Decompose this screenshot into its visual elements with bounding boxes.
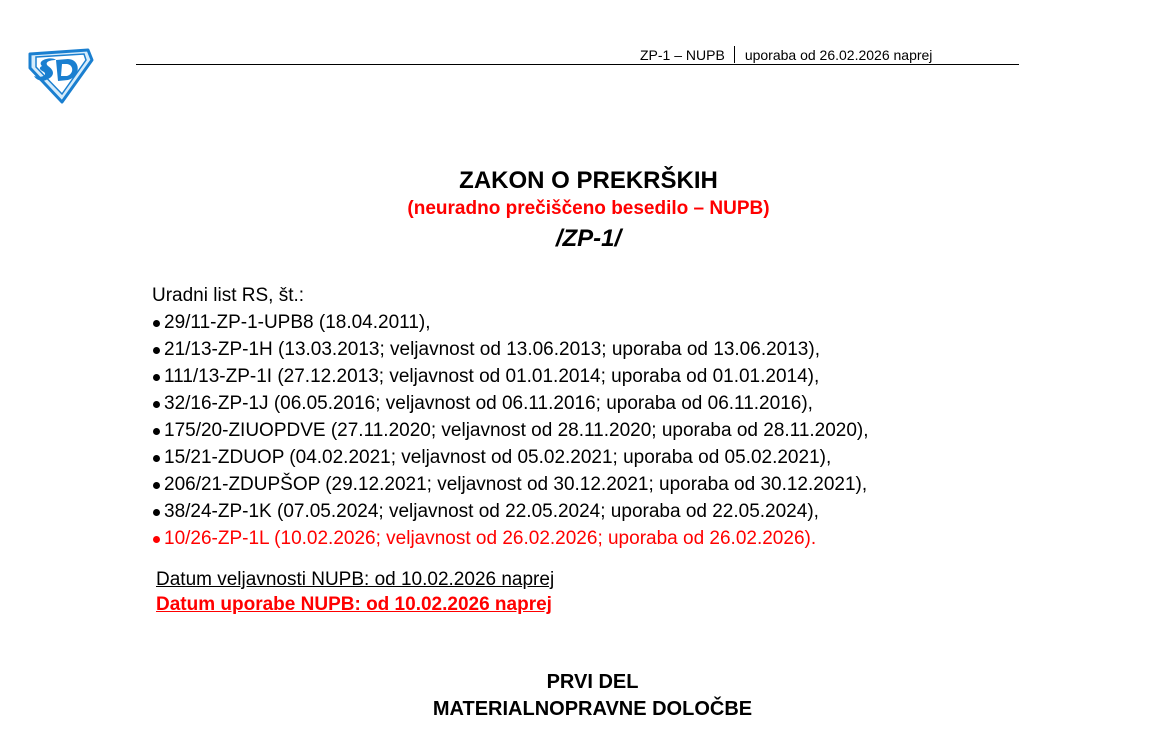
amendment-item [152, 525, 869, 552]
bullet-icon [153, 374, 160, 381]
amendment-item [152, 390, 869, 417]
amendment-text: 32/16-ZP-1J (06.05.2016; veljavnost od 06.11.2016; uporaba od 06.11.2016), [164, 393, 813, 414]
page-header [640, 46, 932, 63]
bullet-icon [153, 401, 160, 408]
part-title: PRVI DEL [546, 671, 639, 693]
amendment-text: 10/26-ZP-1L (10.02.2026; veljavnost od 26.02.2026; uporaba od 26.02.2026). [164, 528, 817, 549]
law-subtitle: (neuradno prečiščeno besedilo – NUPB) [407, 198, 770, 219]
amendment-list [152, 309, 869, 552]
bullet-icon [153, 320, 160, 327]
amendment-item [152, 417, 869, 444]
usage-note: uporaba od 26.02.2026 naprej [744, 47, 933, 63]
logo [22, 46, 96, 106]
law-title: ZAKON O PREKRŠKIH [459, 167, 718, 194]
amendment-text: 21/13-ZP-1H (13.03.2013; veljavnost od 13.06.2013; uporaba od 13.06.2013), [164, 339, 820, 360]
gazette-section [152, 282, 869, 552]
amendment-text: 38/24-ZP-1K (07.05.2024; veljavnost od 22.05.2024; uporaba od 22.05.2024), [164, 501, 819, 522]
bullet-icon [153, 509, 160, 516]
amendment-text: 15/21-ZDUOP (04.02.2021; veljavnost od 05.02.2021; uporaba od 05.02.2021), [164, 447, 832, 468]
law-abbreviation: /ZP-1/ [555, 225, 622, 252]
amendment-text: 29/11-ZP-1-UPB8 (18.04.2011), [164, 312, 431, 333]
bullet-icon [153, 347, 160, 354]
gazette-label: Uradni list RS, št.: [152, 285, 305, 306]
shield-sd-logo-icon [22, 46, 96, 106]
doc-code: ZP-1 – NUPB [640, 47, 725, 63]
validity-date: Datum veljavnosti NUPB: od 10.02.2026 naprej [156, 569, 555, 590]
amendment-item [152, 336, 869, 363]
amendment-item [152, 471, 869, 498]
amendment-text: 206/21-ZDUPŠOP (29.12.2021; veljavnost od 30.12.2021; uporaba od 30.12.2021), [164, 474, 868, 495]
amendment-item [152, 363, 869, 390]
header-rule [136, 64, 1019, 65]
amendment-item [152, 309, 869, 336]
amendment-item [152, 444, 869, 471]
bullet-icon [153, 482, 160, 489]
amendment-item [152, 498, 869, 525]
nupb-dates [156, 567, 554, 617]
header-separator [734, 46, 735, 63]
part-subtitle: MATERIALNOPRAVNE DOLOČBE [432, 698, 753, 720]
amendment-text: 175/20-ZIUOPDVE (27.11.2020; veljavnost od 28.11.2020; uporaba od 28.11.2020), [164, 420, 869, 441]
bullet-icon [153, 455, 160, 462]
usage-date: Datum uporabe NUPB: od 10.02.2026 naprej [156, 594, 552, 615]
amendment-text: 111/13-ZP-1I (27.12.2013; veljavnost od 01.01.2014; uporaba od 01.01.2014), [164, 366, 820, 387]
bullet-icon [153, 536, 160, 543]
bullet-icon [153, 428, 160, 435]
